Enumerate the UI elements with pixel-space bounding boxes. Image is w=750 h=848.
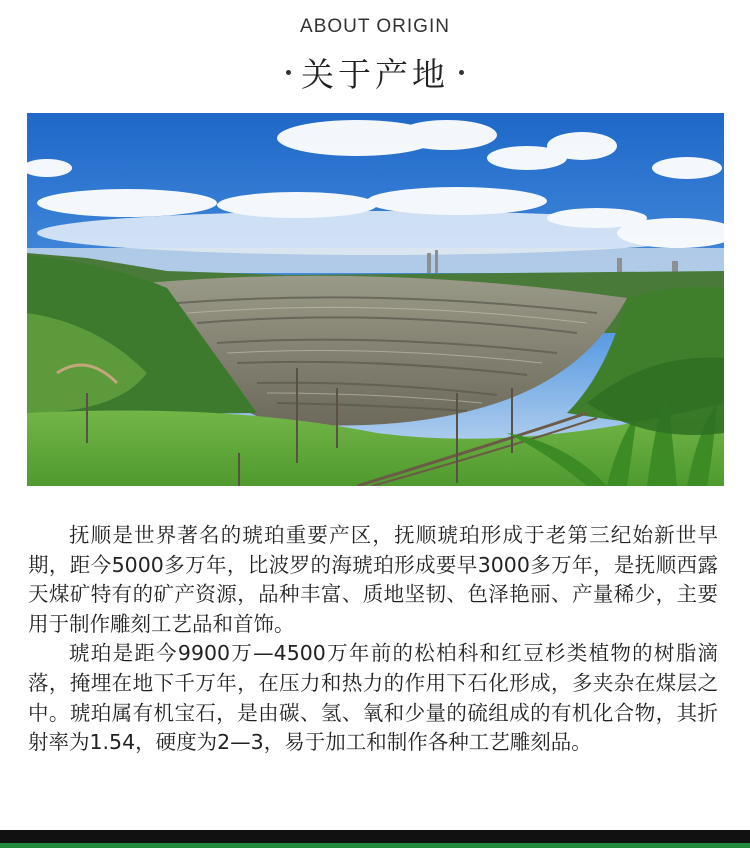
section-subtitle: ABOUT ORIGIN	[300, 16, 450, 37]
paragraph-2: 琥珀是距今9900万—4500万年前的松柏科和红豆杉类植物的树脂滴落，掩埋在地下千万年，在压力和热力的作用下石化形成，多夹杂在煤层之中。琥珀属有机宝石，是由碳、氢、氧和少量的硫组成的有机化合物，其折射率为1.54，硬度为2—3，易于加工和制作各种工艺雕刻品。	[28, 641, 718, 755]
origin-description	[28, 521, 718, 758]
footer-bar	[0, 830, 750, 848]
title-dot-left	[286, 70, 291, 75]
origin-photo	[27, 113, 724, 486]
footer-green-stripe	[0, 843, 750, 848]
open-pit-mine-image	[27, 113, 724, 486]
section-title: 关于产地	[301, 54, 449, 94]
title-dot-right	[459, 70, 464, 75]
paragraph-1: 抚顺是世界著名的琥珀重要产区，抚顺琥珀形成于老第三纪始新世早期，距今5000多万年，比波罗的海琥珀形成要早3000多万年，是抚顺西露天煤矿特有的矿产资源，品种丰富、质地坚韧、色泽艳丽、产量稀少，主要用于制作雕刻工艺品和首饰。	[28, 523, 718, 636]
section-title-row	[0, 50, 750, 94]
